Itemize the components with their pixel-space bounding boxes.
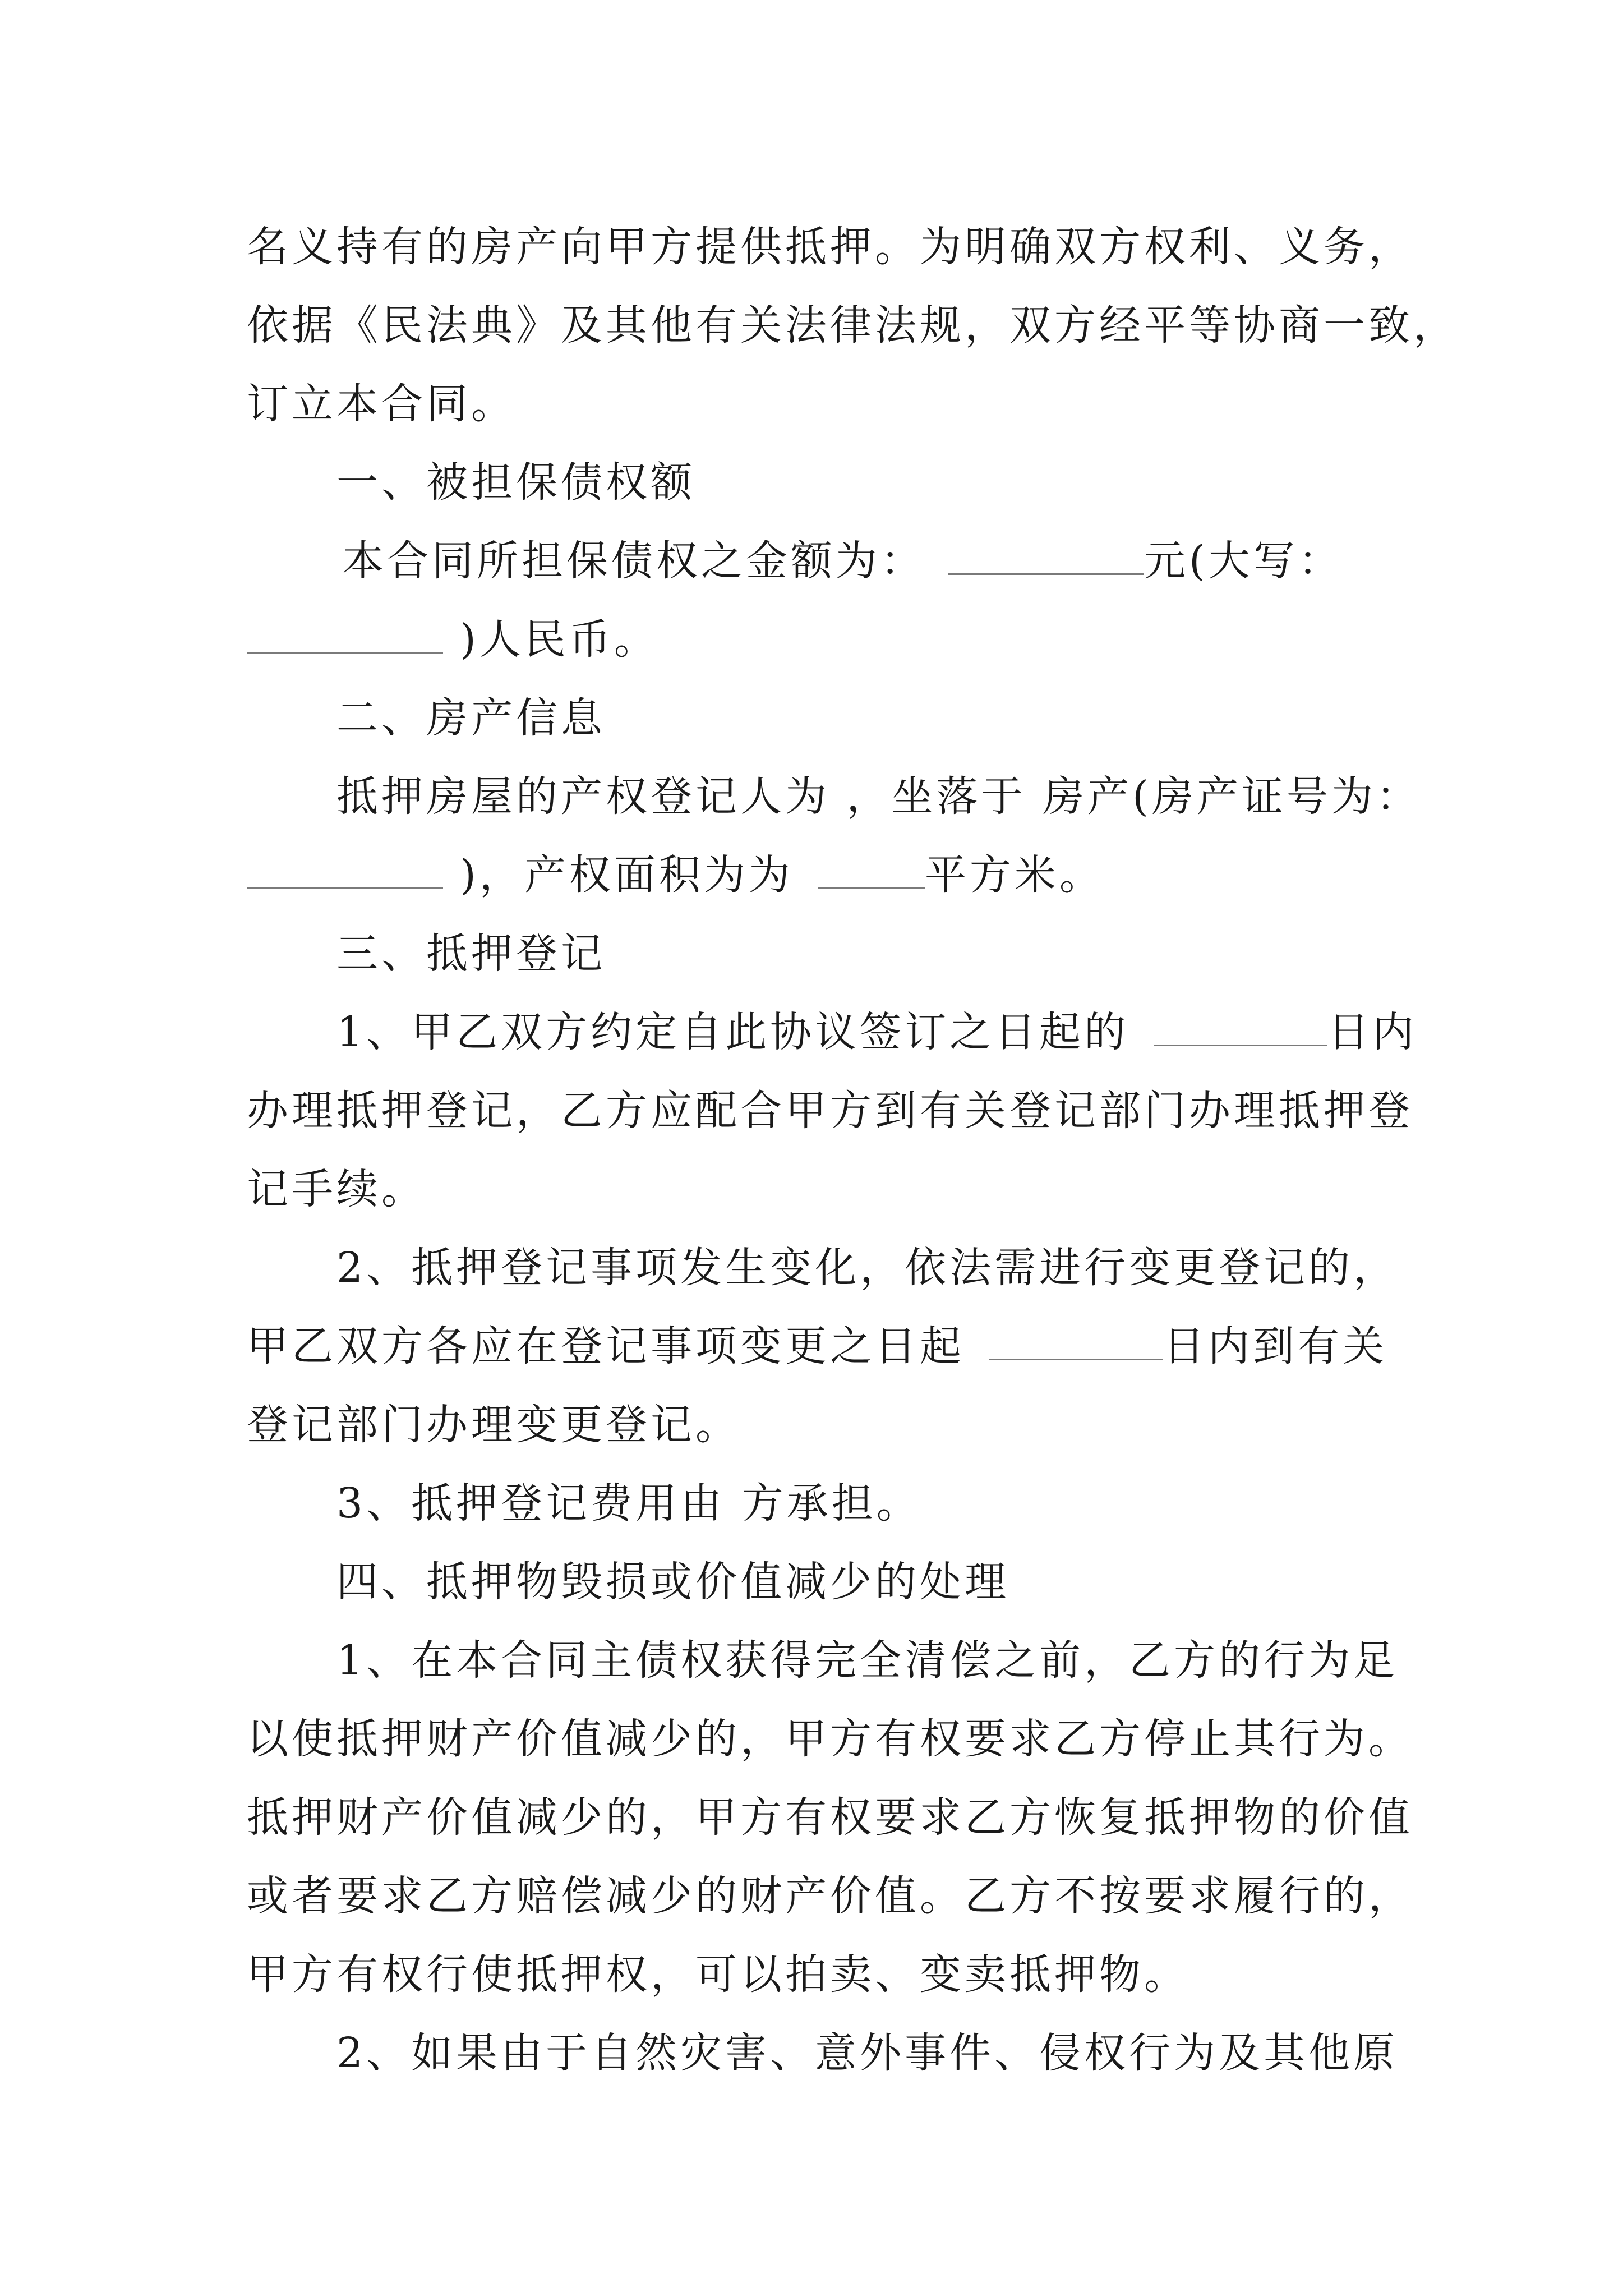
currency-text: )人民币。 xyxy=(460,615,659,664)
body-line: 订立本合同。 xyxy=(247,380,516,428)
change-days-blank[interactable] xyxy=(989,1323,1163,1360)
change-label: 甲乙双方各应在登记事项变更之日起 xyxy=(247,1322,965,1370)
amount-unit: 元(大写： xyxy=(1144,537,1343,585)
area-label: )，产权面积为为 xyxy=(460,851,794,899)
body-line: 1、在本合同主债权获得完全清偿之前，乙方的行为足 xyxy=(336,1636,1399,1685)
body-line: 3、抵押登记费用由 方承担。 xyxy=(336,1479,921,1527)
body-line: 登记部门办理变更登记。 xyxy=(247,1401,740,1449)
body-line: 办理抵押登记，乙方应配合甲方到有关登记部门办理抵押登 xyxy=(247,1087,1413,1135)
amount-label: 本合同所担保债权之金额为： xyxy=(342,537,925,585)
registration-days-unit: 日内 xyxy=(1327,1008,1418,1056)
registration-label: 1、甲乙双方约定自此协议签订之日起的 xyxy=(336,1008,1129,1056)
body-line: 2、如果由于自然灾害、意外事件、侵权行为及其他原 xyxy=(336,2029,1399,2077)
area-unit: 平方米。 xyxy=(924,851,1104,899)
body-line: 以使抵押财产价值减少的，甲方有权要求乙方停止其行为。 xyxy=(247,1715,1413,1763)
body-line: 记手续。 xyxy=(247,1165,426,1213)
registration-days-blank[interactable] xyxy=(1154,1009,1327,1046)
amount-words-line xyxy=(247,611,659,668)
body-line: 甲方有权行使抵押权，可以拍卖、变卖抵押物。 xyxy=(247,1950,1189,1999)
body-line: 抵押房屋的产权登记人为 ，坐落于 房产(房产证号为： xyxy=(336,772,1421,821)
change-days-line xyxy=(247,1318,1387,1374)
section-heading: 二、房产信息 xyxy=(336,694,606,742)
body-line: 抵押财产价值减少的，甲方有权要求乙方恢复抵押物的价值 xyxy=(247,1793,1413,1842)
section-heading: 四、抵押物毁损或价值减少的处理 xyxy=(336,1558,1009,1606)
amount-words-blank[interactable] xyxy=(247,616,443,654)
certificate-blank[interactable] xyxy=(247,852,443,889)
section-heading: 三、抵押登记 xyxy=(336,930,606,978)
body-line: 或者要求乙方赔偿减少的财产价值。乙方不按要求履行的， xyxy=(247,1872,1413,1920)
section-heading: 一、被担保债权额 xyxy=(336,458,695,507)
certificate-line xyxy=(247,847,1104,903)
registration-days-line xyxy=(336,1004,1417,1060)
body-line: 依据《民法典》及其他有关法律法规，双方经平等协商一致， xyxy=(247,301,1458,349)
amount-line xyxy=(342,533,1343,589)
amount-blank[interactable] xyxy=(948,537,1144,575)
change-days-unit: 日内到有关 xyxy=(1163,1322,1387,1370)
body-line: 2、抵押登记事项发生变化，依法需进行变更登记的， xyxy=(336,1244,1399,1292)
body-line: 名义持有的房产向甲方提供抵押。为明确双方权利、义务， xyxy=(247,223,1413,271)
area-blank[interactable] xyxy=(818,852,925,889)
